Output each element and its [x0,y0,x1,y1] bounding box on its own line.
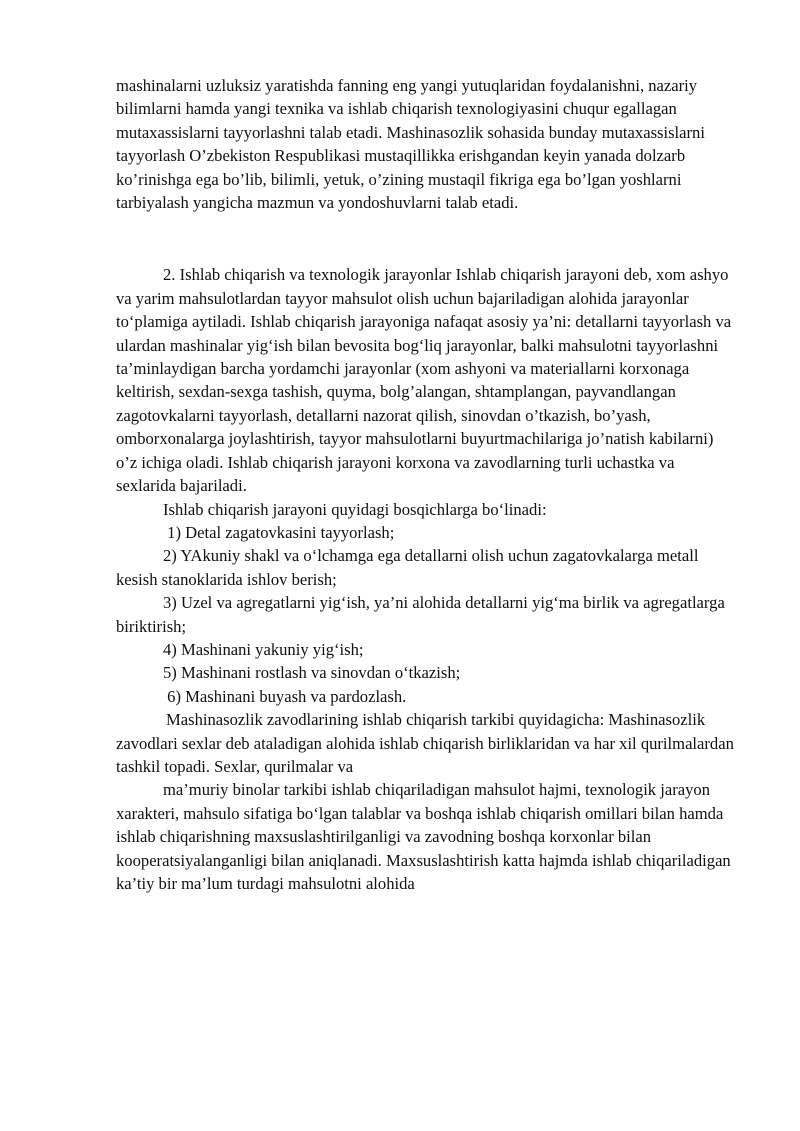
stage-item-4: 4) Mashinani yakuniy yig‘ish; [163,639,364,659]
section-gap [116,214,736,263]
stage-item-2: 2) YAkuniy shakl va o‘lchamga ega detallarni olish uchun zagatovkalarga metall kesish stanoklarida ishlov berish; [116,546,699,589]
structure-intro-paragraph: Mashinasozlik zavodlarining ishlab chiqarish tarkibi quyidagicha: Mashinasozlik zavodlari sexlar deb ataladigan alohida ishlab chiqarish birliklaridan va har xil qurilmalardan tashkil topadi. Sexlar, qurilmalar va [116,710,734,776]
intro-paragraph: mashinalarni uzluksiz yaratishda fanning eng yangi yutuqlaridan foydalanishni, nazariy bilimlarni hamda yangi texnika va ishlab chiqarish texnologiyasini chuqur egallagan mutaxassislarni tayyorlashni talab etadi. Mashinasozlik sohasida bunday mutaxassislarni tayyorlash O’zbekiston Respublikasi mustaqillikka erishgandan keyin yanada dolzarb ko’rinishga ega bo’lib, bilimli, yetuk, o’zining mustaqil fikriga ega bo’lgan yoshlarni tarbiyalash yangicha mazmun va yondoshuvlarni talab etadi. [116,76,705,213]
document-page [116,74,736,895]
structure-continuation-paragraph: ma’muriy binolar tarkibi ishlab chiqariladigan mahsulot hajmi, texnologik jarayon xarakteri, mahsulo sifatiga bo‘lgan talablar va boshqa ishlab chiqarish omillari bilan hamda ishlab chiqarishning maxsuslashtirilganligi va zavodning boshqa korxonlar bilan kooperatsiyalanganligi bilan aniqlanadi. Maxsuslashtirish katta hajmda ishlab chiqariladigan ka’tiy bir ma’lum turdagi mahsulotni alohida [116,780,731,893]
stages-intro-paragraph: Ishlab chiqarish jarayoni quyidagi bosqichlarga bo‘linadi: [163,499,547,519]
stage-item-1: 1) Detal zagatovkasini tayyorlash; [163,522,395,542]
section-2-paragraph: 2. Ishlab chiqarish va texnologik jarayonlar Ishlab chiqarish jarayoni deb, xom ashyo va yarim mahsulotlardan tayyor mahsulot olish uchun bajariladigan alohida jarayonlar to‘plamiga aytiladi. Ishlab chiqarish jarayoniga nafaqat asosiy ya’ni: detallarni tayyorlash va ulardan mashinalar yig‘ish bilan bevosita bog‘liq jarayonlar, balki mahsulotni tayyorlashni ta’minlaydigan barcha yordamchi jarayonlar (xom ashyoni va materiallarni korxonaga keltirish, sexdan-sexga tashish, quyma, bolg’alangan, shtamplangan, payvandlangan zagotovkalarni tayyorlash, detallarni nazorat qilish, sinovdan o’tkazish, bo’yash, omborxonalarga joylashtirish, tayyor mahsulotlarni buyurtmachilariga jo’natish kabilarni) o’z ichiga oladi. Ishlab chiqarish jarayoni korxona va zavodlarning turli uchastka va sexlarida bajariladi. [116,265,732,496]
stage-item-3: 3) Uzel va agregatlarni yig‘ish, ya’ni alohida detallarni yig‘ma birlik va agregatlarga biriktirish; [116,593,725,636]
stage-item-5: 5) Mashinani rostlash va sinovdan o‘tkazish; [163,663,461,683]
stage-item-6: 6) Mashinani buyash va pardozlash. [163,686,407,706]
